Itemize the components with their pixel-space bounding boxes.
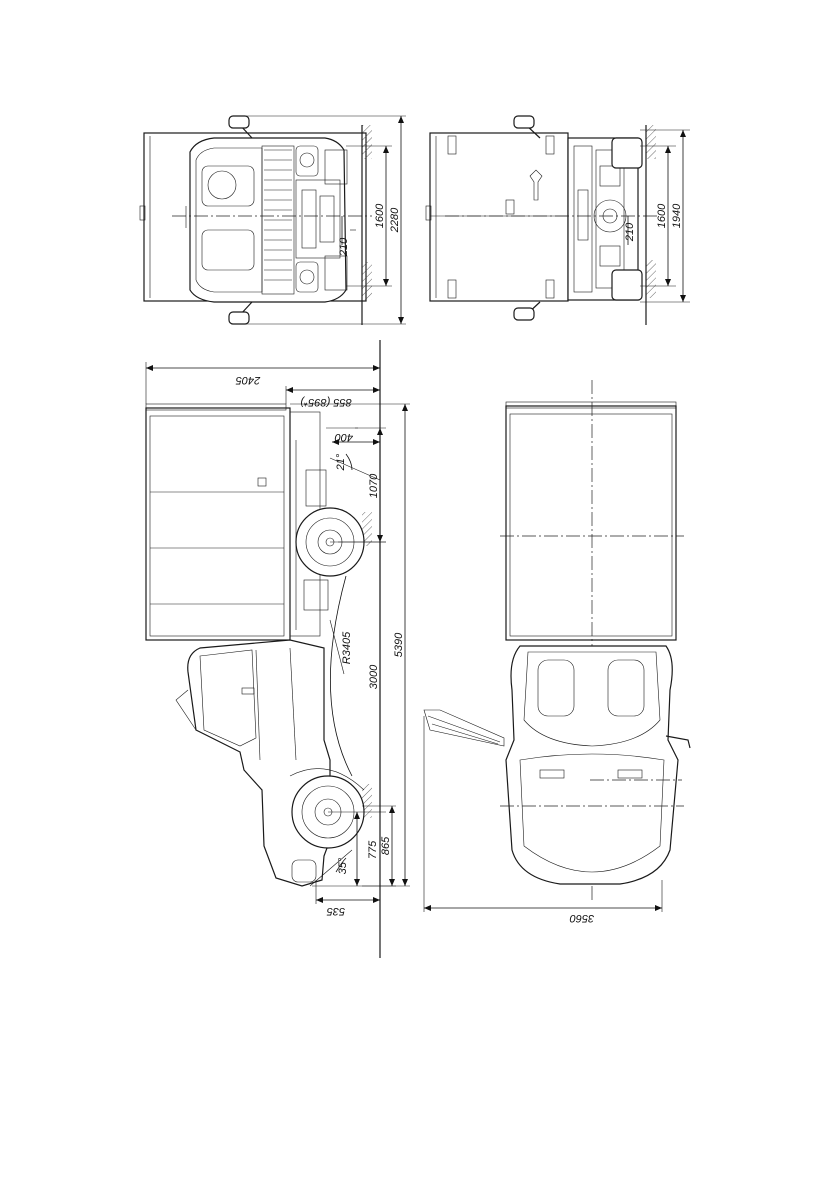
dim-front-width: 2280: [389, 207, 401, 233]
rear-view: [426, 116, 690, 325]
dim-400: 400: [334, 431, 354, 443]
dim-overall-length: 5390: [393, 632, 405, 658]
dim-body-length: 2405: [235, 374, 261, 386]
top-view: [424, 380, 690, 924]
dim-rear-ground-clearance: 210: [624, 222, 636, 242]
dim-rear-width: 1940: [671, 203, 683, 229]
front-view: [140, 116, 406, 325]
dim-ramp-radius: R3405: [341, 631, 353, 665]
dim-width-mirrors: 3560: [569, 912, 595, 924]
dim-front-bumper-535: 535: [326, 905, 346, 917]
dim-rear-overhang: 855 (895*): [300, 396, 352, 408]
dim-front-ground-clearance: 210: [338, 237, 350, 257]
side-view: [146, 340, 410, 958]
dim-departure-angle: 21°: [335, 453, 347, 471]
dim-wheelbase: 3000: [368, 664, 380, 690]
dim-front-track: 1600: [374, 203, 386, 229]
dim-rear-axle-to-body: 1070: [368, 473, 380, 499]
dim-approach-angle: 35°: [337, 857, 349, 875]
dim-front-overhang-865: 865: [380, 836, 392, 856]
dim-front-overhang-775: 775: [367, 840, 379, 860]
dim-rear-track: 1600: [656, 203, 668, 229]
